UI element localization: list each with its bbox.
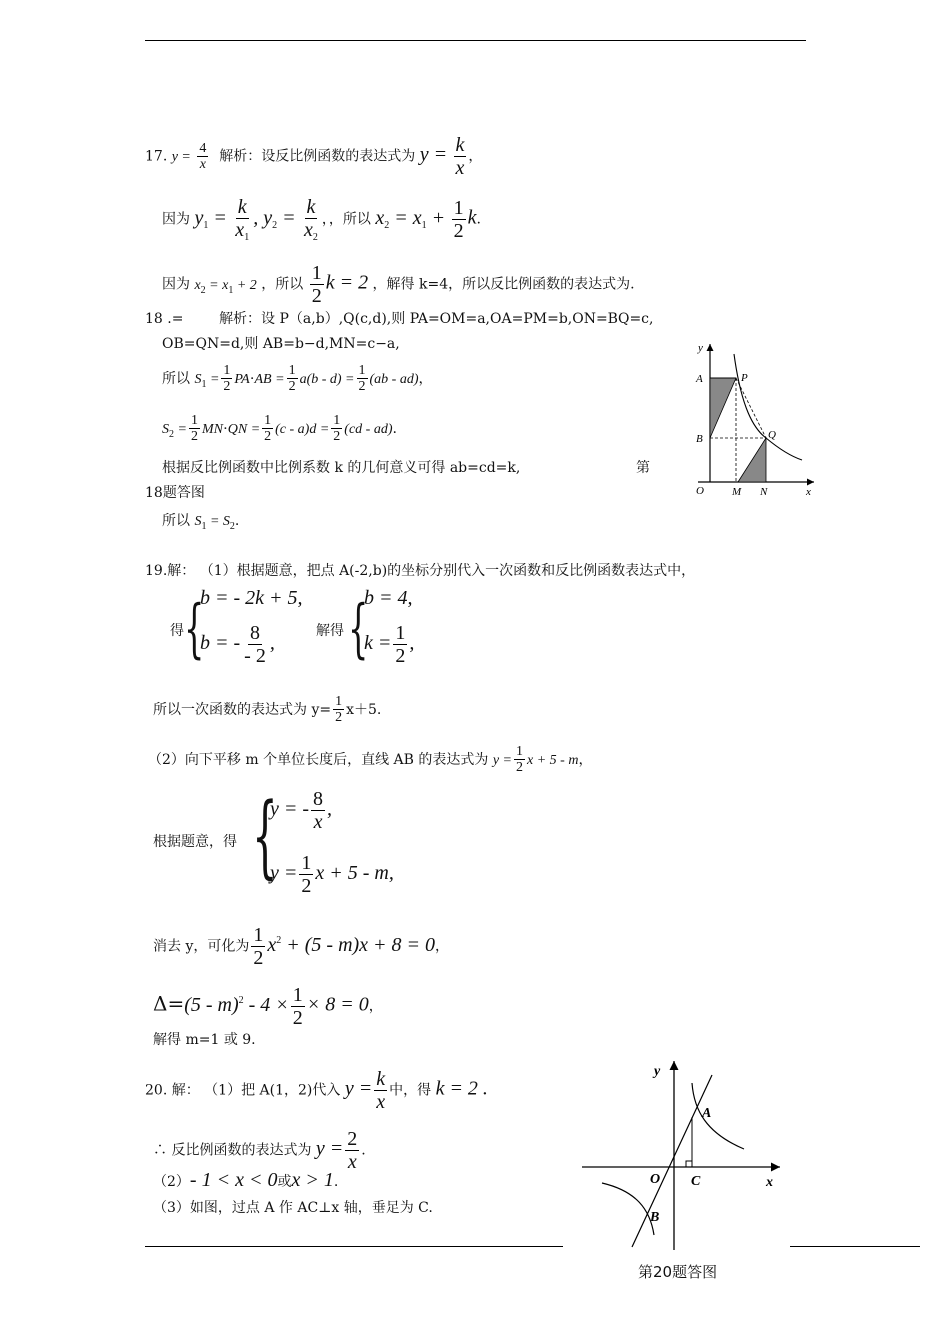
q18-label-m: M [732,486,742,498]
q19-shifted-line: y = [492,752,513,768]
q19-eliminate: 消去 y，可化为 [153,938,250,955]
q20-part2: （2） [153,1174,190,1190]
q19-number: 19.解： [145,563,196,579]
q20-label-a: A [702,1106,712,1121]
q20-range1: - 1 < x < 0 [189,1169,278,1191]
q18-figref-a-text: 第 [636,460,650,476]
q19-solve: 解得 m=1 或 9. [153,1032,256,1048]
q18-meaning-line [162,458,520,478]
q20-part1-c: k = 2 . [435,1077,488,1100]
q19-system3-brace: { [252,784,278,889]
q18-s1-expression: $S_1$ = [194,371,220,390]
q19-system1-eq2: b = - $\frac{8}{- 2}$ , [200,622,275,667]
q20-caption-text: 第20题答图 [638,1263,718,1281]
q18-figref-b-text: 18题答图 [145,485,205,501]
q19-system3-eq2: y = $\frac{1}{2}$ x + 5 - m, [270,852,394,897]
frac-num: k [455,134,465,156]
q20-therefore-line: ∴ 反比例函数的表达式为 y = $\frac{2}{x}$ . [153,1128,366,1173]
q20-range2: x > 1 [291,1169,334,1191]
q18-line2 [162,334,400,354]
frac-den: x [455,157,465,179]
footer-rule-left [145,1246,563,1247]
q18-figure [688,338,820,500]
q18-so-s1: 所以 [162,370,190,387]
q17-eq-x2: $x_2 = x_1$ + [375,206,446,231]
frac-half: $\frac{1}{2}$ [288,363,296,395]
q19-jiede [316,621,344,641]
frac-half: $\frac{1}{2}$ [333,413,341,445]
q20-figure [580,1055,785,1255]
q19-system2-brace: { [348,592,369,666]
q18-figref-a [636,458,650,478]
q20-therefore: ∴ 反比例函数的表达式为 [153,1142,312,1159]
q18-analysis: 解析：设 P（a,b）,Q(c,d),则 PA=OM=a,OA=PM=b,ON=BQ=c, [219,311,654,327]
q18-line2-text: OB=QN=d,则 AB=b−d,MN=c−a, [162,336,400,352]
q17-frac-k-x1: $\frac{k}{x_1}$ [235,196,250,243]
q19-linear-tail: x＋5. [346,701,382,718]
q17-general-fraction [454,134,467,179]
q19-eliminate-line: 消去 y，可化为 $\frac{1}{2}$ $x^2 + (5 - m)x + 8 = 0$， [153,924,450,969]
q20-part2-line: （2）- 1 < x < 0或x > 1. [153,1169,339,1191]
q19-delta-label: Δ= [153,991,185,1016]
q19-system1-brace: { [184,592,205,666]
q19-system3-eq1: y = - $\frac{8}{x}$ , [270,788,333,833]
q19-de-text: 得 [170,623,184,639]
frac-2-x: $\frac{2}{x}$ [347,1128,358,1173]
q19-system2-eq1: b = 4, [364,587,413,609]
q19-system2-eq2: k = $\frac{1}{2}$ , [364,622,415,667]
q19-de [170,621,184,641]
q20-caption [638,1262,717,1282]
q18-s2-expression: $S_2$ = [162,421,187,440]
q19-delta-line: Δ=(5 - m)$^2$ - 4 × $\frac{1}{2}$ × 8 = 0， [153,984,383,1029]
q18-label-q: Q [768,429,776,441]
frac-den: x [199,157,206,172]
q20-label-b: B [650,1210,660,1225]
frac-half: $\frac{1}{2}$ [516,744,524,776]
q18-so-final: 所以 [162,513,190,529]
q18-label-o: O [696,485,704,497]
q20-part3-line [153,1198,433,1218]
q20-final-fn: y = [315,1137,344,1160]
q19-part2: （2）向下平移 m 个单位长度后，直线 AB 的表达式为 [148,751,489,768]
q18-shaded-s2 [738,438,766,482]
q20-hyperbola-lower [602,1183,654,1235]
q17-eq-y1: $y_1$ = [194,206,227,231]
q20-part1-a: （1）把 A(1，2)代入 [204,1082,341,1099]
q17-frac-k-x2: $\frac{k}{x_2}$ [304,196,318,243]
q17-solve-text: ，解得 k=4，所以反比例函数的表达式为. [372,276,635,293]
q18-label-b: B [696,433,703,445]
q18-final-line: 所以 $S_1 = S_2$. [162,513,240,532]
frac-half: $\frac{1}{2}$ [292,984,303,1029]
frac-half: $\frac{1}{2}$ [358,363,366,395]
q17-line3: 因为 $x_2 = x_1 + 2$ ，所以 $\frac{1}{2}$ k = 2 ，解得 k=4，所以反比例函数的表达式为. [162,262,635,307]
q20-label-c: C [691,1174,701,1189]
q19-linear-result: 所以一次函数的表达式为 y= [153,701,332,718]
q20-label-x: x [766,1175,773,1190]
q20-number: 20. 解： [145,1082,200,1099]
q19-part1: （1）根据题意，把点 A(-2,b)的坐标分别代入一次函数和反比例函数表达式中， [199,563,696,579]
q17-frac-half-b: $\frac{1}{2}$ [311,262,322,307]
q20-line1 [145,1068,488,1113]
q17-so1: ，所以 [328,211,371,228]
q19-line1 [145,561,695,581]
frac-num: 4 [199,140,207,156]
frac-half: $\frac{1}{2}$ [264,413,272,445]
q17-answer-fraction [197,141,208,173]
q18-label-n: N [760,486,768,498]
q17-answer-lhs: y = [171,149,191,165]
q19-solve-line [153,1030,256,1050]
q18-number: 18 .= [145,311,184,327]
q17-so2: ，所以 [261,276,304,293]
q17-analysis-label: 解析：设反比例函数的表达式为 [219,148,416,165]
frac-half: $\frac{1}{2}$ [223,363,231,395]
frac-half: $\frac{1}{2}$ [335,694,343,726]
q17-general-lhs: y = [419,143,448,166]
q20-y-eq: y = [344,1077,373,1100]
q17-because1: 因为 [162,211,190,228]
frac-half: $\frac{1}{2}$ [190,413,198,445]
q17-because2: 因为 [162,276,190,293]
q18-label-p: P [741,372,748,384]
q20-hyperbola-upper [692,1083,744,1149]
q17-eq-x2-plus2: $x_2 = x_1 + 2$ [194,277,257,296]
q20-part1-b: 中，得 [389,1082,432,1099]
q19-by-meaning-text: 根据题意，得 [153,834,237,850]
q17-frac-half: $\frac{1}{2}$ [453,197,464,242]
q18-label-a: A [696,373,703,385]
frac-half: $\frac{1}{2}$ [253,924,264,969]
q20-line-ab [632,1075,712,1247]
q18-hyperbola [734,354,802,460]
q18-shaded-s1 [710,378,736,438]
q19-by-meaning [153,832,237,852]
q18-label-x: x [806,486,811,498]
q18-meaning: 根据反比例函数中比例系数 k 的几何意义可得 ab=cd=k, [162,460,521,476]
q20-part3: （3）如图，过点 A 作 AC⊥x 轴，垂足为 C. [153,1200,433,1216]
q18-s1-eq-s2: $S_1 = S_2$ [194,514,235,532]
q20-label-o: O [650,1172,661,1187]
q18-s2-line: $S_2$ = $\frac{1}{2}$ MN⋅QN = $\frac{1}{2}$ (c - a)d = $\frac{1}{2}$ (cd - ad). [162,413,397,445]
q20-or: 或 [277,1174,292,1190]
q19-linear-line [153,694,381,726]
q18-s1-line: 所以 $S_1$ = $\frac{1}{2}$ PA⋅AB = $\frac{1}{2}$ a(b - d) = $\frac{1}{2}$ (ab - ad)， [162,363,433,395]
q17-header: 17. y = $\frac{4}{x}$ 解析：设反比例函数的表达式为 y = $\frac{k}{x}$ ， [145,134,483,179]
q19-system1-eq1: b = - 2k + 5, [200,587,303,609]
footer-rule-right [790,1246,920,1247]
q17-number: 17. [145,148,168,165]
q18-label-y: y [698,342,703,354]
q18-line1 [145,309,653,329]
header-rule [145,40,806,41]
q20-label-y: y [654,1064,661,1079]
q20-right-angle [686,1161,692,1167]
q18-figref-b [145,483,205,503]
q17-line2: 因为 $y_1$ = $\frac{k}{x_1}$ , $y_2$ = $\frac{k}{x_2}$ ，，所以 $x_2 = x_1$ + $\frac{1}{2}$ k. [162,196,481,243]
q19-part2-line: （2）向下平移 m 个单位长度后，直线 AB 的表达式为 y = $\frac{1}{2}$ x + 5 - m， [148,744,593,776]
q19-jiede-text: 解得 [316,623,344,639]
frac-k-x: $\frac{k}{x}$ [376,1068,386,1113]
